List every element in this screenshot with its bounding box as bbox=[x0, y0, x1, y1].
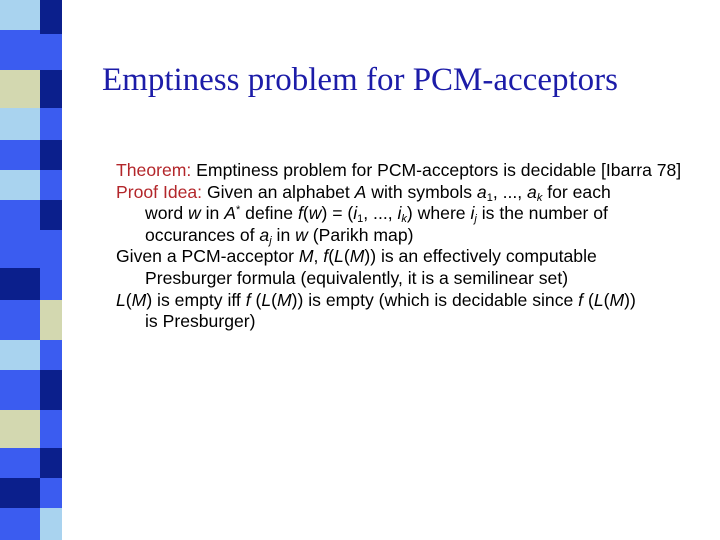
text-run: , ..., bbox=[363, 203, 398, 224]
subscript: j bbox=[474, 213, 477, 226]
math-var: L bbox=[334, 246, 344, 267]
math-var: f bbox=[297, 203, 303, 224]
theorem-text: Emptiness problem for PCM-acceptors is decidable [Ibarra 78] bbox=[191, 160, 682, 180]
stripe-block bbox=[40, 70, 62, 108]
math-var: a bbox=[476, 181, 487, 202]
math-var: w bbox=[295, 224, 308, 245]
subscript: k bbox=[536, 191, 543, 204]
subscript: 1 bbox=[357, 213, 364, 226]
presburger-paragraph bbox=[116, 246, 716, 289]
math-var: f bbox=[578, 289, 584, 310]
text-run: , bbox=[313, 246, 324, 267]
subscript: j bbox=[269, 234, 272, 247]
stripe-block bbox=[40, 370, 62, 410]
superscript: * bbox=[235, 204, 241, 217]
text-run: ) where bbox=[406, 203, 471, 224]
text-run: )) is empty (which is decidable since bbox=[291, 289, 579, 310]
stripe-block bbox=[40, 268, 62, 300]
slide-title: Emptiness problem for PCM-acceptors bbox=[102, 62, 618, 98]
decorative-mosaic-stripe bbox=[0, 0, 62, 540]
stripe-block bbox=[0, 0, 40, 30]
stripe-block bbox=[0, 448, 40, 478]
text-run: define bbox=[240, 203, 298, 224]
text-run: occurances of bbox=[145, 224, 260, 245]
stripe-block bbox=[0, 370, 40, 410]
math-var: M bbox=[131, 289, 147, 310]
stripe-block bbox=[40, 508, 62, 540]
math-var: M bbox=[349, 246, 365, 267]
text-run: ( bbox=[603, 289, 610, 310]
text-run: )) is an effectively computable bbox=[364, 246, 597, 267]
stripe-block bbox=[40, 170, 62, 200]
stripe-block bbox=[40, 410, 62, 448]
math-var: L bbox=[116, 289, 126, 310]
text-run: is the number of bbox=[476, 203, 608, 224]
stripe-block bbox=[0, 478, 40, 508]
text-run: ( bbox=[271, 289, 278, 310]
math-var: i bbox=[353, 203, 358, 224]
stripe-block bbox=[40, 448, 62, 478]
text-run: is Presburger) bbox=[145, 311, 256, 332]
text-run: Given a PCM-acceptor bbox=[116, 246, 299, 267]
text-run: ( bbox=[328, 246, 335, 267]
math-var: M bbox=[298, 246, 314, 267]
stripe-block bbox=[0, 30, 40, 70]
text-run: in bbox=[271, 224, 296, 245]
stripe-block bbox=[0, 170, 40, 200]
theorem-label: Theorem: bbox=[116, 160, 192, 180]
text-run: ) is empty iff bbox=[146, 289, 246, 310]
text-run: ( bbox=[343, 246, 350, 267]
text-run: Given an alphabet bbox=[202, 181, 355, 202]
stripe-block bbox=[0, 108, 40, 140]
stripe-block bbox=[40, 340, 62, 370]
text-run: ( bbox=[302, 203, 309, 224]
math-var: a bbox=[259, 224, 270, 245]
text-run: with symbols bbox=[366, 181, 477, 202]
slide-body bbox=[116, 160, 716, 333]
math-var: M bbox=[277, 289, 292, 310]
math-var: w bbox=[188, 203, 201, 224]
text-run: ( bbox=[583, 289, 594, 310]
subscript: 1 bbox=[486, 191, 493, 204]
text-run: ) = ( bbox=[321, 203, 354, 224]
text-run: in bbox=[200, 203, 225, 224]
text-run: ( bbox=[250, 289, 262, 310]
stripe-block bbox=[0, 410, 40, 448]
stripe-block bbox=[0, 200, 40, 230]
stripe-block bbox=[0, 300, 40, 340]
stripe-block bbox=[0, 268, 40, 300]
subscript: k bbox=[401, 213, 407, 226]
text-run: (Parikh map) bbox=[307, 224, 414, 245]
text-run: Presburger formula (equivalently, it is a semilinear set) bbox=[145, 267, 569, 288]
math-var: i bbox=[470, 203, 475, 224]
stripe-block bbox=[40, 478, 62, 508]
math-var: A bbox=[354, 181, 367, 202]
math-var: A bbox=[224, 203, 236, 224]
stripe-block bbox=[0, 140, 40, 170]
stripe-block bbox=[40, 230, 62, 268]
stripe-block bbox=[40, 108, 62, 140]
math-var: L bbox=[593, 289, 604, 310]
stripe-block bbox=[40, 300, 62, 340]
stripe-block bbox=[0, 508, 40, 540]
text-run: for each bbox=[542, 181, 611, 202]
theorem-paragraph bbox=[116, 160, 716, 182]
text-run: ( bbox=[125, 289, 132, 310]
emptiness-paragraph bbox=[116, 290, 716, 333]
stripe-block bbox=[40, 34, 62, 70]
stripe-block bbox=[0, 340, 40, 370]
text-run: , ..., bbox=[492, 181, 528, 202]
stripe-block bbox=[0, 230, 40, 268]
proof-idea-paragraph bbox=[116, 182, 716, 247]
math-var: a bbox=[527, 181, 537, 202]
math-var: f bbox=[323, 246, 329, 267]
proof-idea-label: Proof Idea: bbox=[116, 181, 203, 202]
math-var: i bbox=[397, 203, 402, 224]
stripe-block bbox=[40, 0, 62, 34]
stripe-block bbox=[0, 70, 40, 108]
stripe-block bbox=[40, 200, 62, 230]
math-var: f bbox=[245, 289, 251, 310]
math-var: w bbox=[308, 203, 322, 224]
math-var: L bbox=[261, 289, 272, 310]
stripe-block bbox=[40, 140, 62, 170]
text-run: )) bbox=[624, 289, 636, 310]
math-var: M bbox=[609, 289, 625, 310]
text-run: word bbox=[145, 203, 189, 224]
